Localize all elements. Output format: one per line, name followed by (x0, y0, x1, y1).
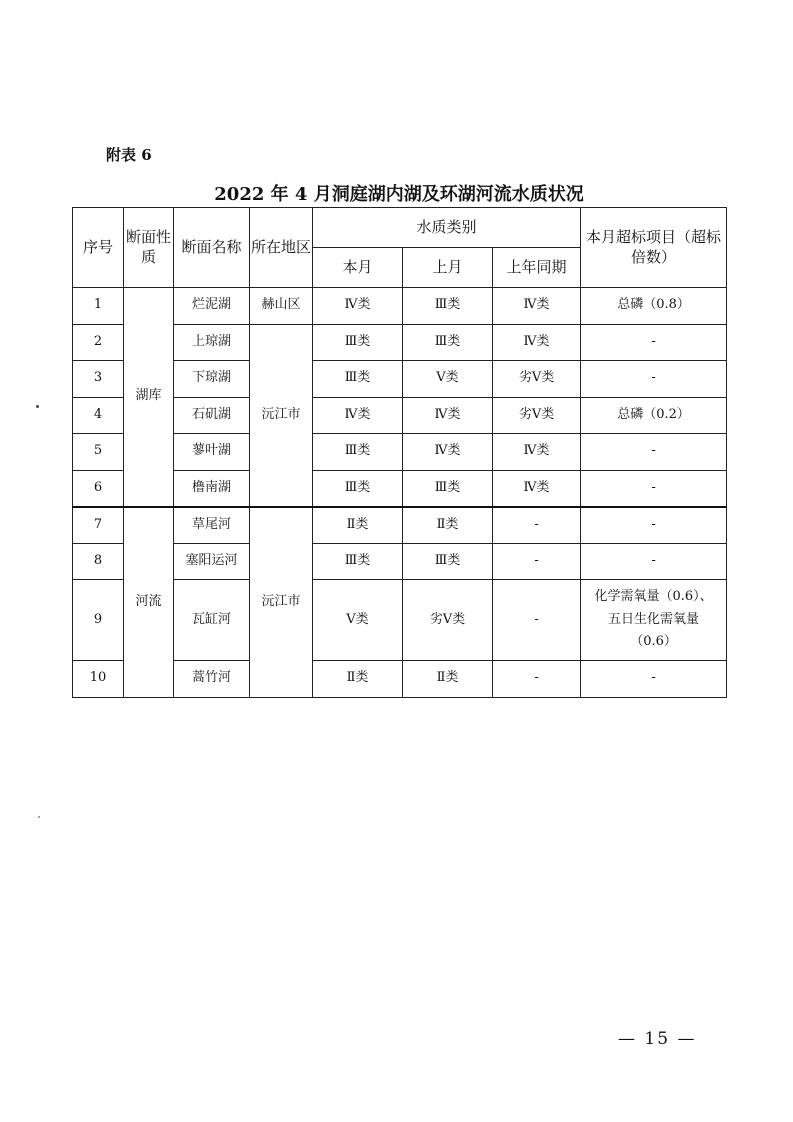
cell-last-year: Ⅳ类 (493, 288, 581, 325)
cell-name: 烂泥湖 (174, 288, 250, 325)
cell-name: 上琼湖 (174, 324, 250, 361)
header-seq: 序号 (73, 208, 124, 288)
cell-this-month: Ⅲ类 (313, 361, 403, 398)
cell-seq: 5 (73, 434, 124, 471)
cell-this-month: Ⅲ类 (313, 434, 403, 471)
cell-name: 塞阳运河 (174, 543, 250, 580)
cell-exceed: - (581, 470, 727, 507)
cell-name: 瓦缸河 (174, 580, 250, 661)
cell-exceed: - (581, 661, 727, 698)
cell-exceed: - (581, 324, 727, 361)
header-last-month: 上月 (403, 248, 493, 288)
cell-last-year: 劣Ⅴ类 (493, 361, 581, 398)
cell-seq: 8 (73, 543, 124, 580)
cell-this-month: Ⅱ类 (313, 661, 403, 698)
cell-name: 下琼湖 (174, 361, 250, 398)
cell-exceed: - (581, 543, 727, 580)
cell-exceed: - (581, 507, 727, 544)
header-region: 所在地区 (250, 208, 313, 288)
cell-last-month: Ⅳ类 (403, 397, 493, 434)
cell-this-month: Ⅲ类 (313, 543, 403, 580)
cell-exceed: - (581, 434, 727, 471)
group-lakes: 湖库 (124, 288, 174, 507)
scan-speck (36, 405, 39, 408)
cell-last-year: 劣Ⅴ类 (493, 397, 581, 434)
cell-name: 蒿竹河 (174, 661, 250, 698)
cell-last-month: 劣Ⅴ类 (403, 580, 493, 661)
cell-this-month: Ⅱ类 (313, 507, 403, 544)
cell-exceed (581, 580, 727, 661)
cell-name: 橹南湖 (174, 470, 250, 507)
header-same-period-last-year: 上年同期 (493, 248, 581, 288)
cell-exceed: - (581, 361, 727, 398)
cell-this-month: Ⅲ类 (313, 324, 403, 361)
cell-last-year: Ⅳ类 (493, 324, 581, 361)
header-section-name: 断面名称 (174, 208, 250, 288)
cell-name: 蓼叶湖 (174, 434, 250, 471)
attachment-label: 附表 6 (106, 146, 152, 164)
cell-region: 赫山区 (250, 288, 313, 325)
exceed-line: 五日生化需氧量 (608, 611, 700, 627)
cell-name: 草尾河 (174, 507, 250, 544)
cell-last-year: Ⅳ类 (493, 434, 581, 471)
cell-seq: 3 (73, 361, 124, 398)
cell-this-month: Ⅳ类 (313, 397, 403, 434)
cell-seq: 1 (73, 288, 124, 325)
water-quality-table (72, 207, 727, 698)
scan-speck (38, 816, 40, 818)
header-exceed-items: 本月超标项目（超标倍数） (581, 208, 727, 288)
cell-last-month: Ⅲ类 (403, 470, 493, 507)
cell-seq: 9 (73, 580, 124, 661)
header-water-class: 水质类别 (313, 208, 581, 248)
page-number: — 15 — (618, 1029, 697, 1049)
cell-last-year: - (493, 507, 581, 544)
cell-this-month: Ⅴ类 (313, 580, 403, 661)
exceed-line: 化学需氧量（0.6）、 (594, 588, 713, 604)
cell-this-month: Ⅲ类 (313, 470, 403, 507)
cell-name: 石矶湖 (174, 397, 250, 434)
cell-last-month: Ⅲ类 (403, 543, 493, 580)
table-row (73, 288, 727, 325)
cell-last-month: Ⅱ类 (403, 507, 493, 544)
cell-region: 沅江市 (250, 324, 313, 507)
cell-last-year: - (493, 661, 581, 698)
cell-last-year: - (493, 543, 581, 580)
cell-region: 沅江市 (250, 507, 313, 698)
group-rivers: 河流 (124, 507, 174, 698)
cell-exceed: 总磷（0.2） (581, 397, 727, 434)
cell-last-month: Ⅱ类 (403, 661, 493, 698)
cell-seq: 6 (73, 470, 124, 507)
table-row (73, 507, 727, 544)
cell-seq: 7 (73, 507, 124, 544)
cell-last-month: Ⅳ类 (403, 434, 493, 471)
cell-exceed: 总磷（0.8） (581, 288, 727, 325)
table-title: 2022 年 4 月洞庭湖内湖及环湖河流水质状况 (214, 184, 584, 205)
cell-last-month: Ⅴ类 (403, 361, 493, 398)
cell-last-year: Ⅳ类 (493, 470, 581, 507)
exceed-line: （0.6） (630, 634, 677, 650)
header-section-type: 断面性质 (124, 208, 174, 288)
cell-seq: 4 (73, 397, 124, 434)
cell-seq: 10 (73, 661, 124, 698)
cell-seq: 2 (73, 324, 124, 361)
cell-last-month: Ⅲ类 (403, 288, 493, 325)
cell-last-year: - (493, 580, 581, 661)
header-this-month: 本月 (313, 248, 403, 288)
cell-this-month: Ⅳ类 (313, 288, 403, 325)
cell-last-month: Ⅲ类 (403, 324, 493, 361)
